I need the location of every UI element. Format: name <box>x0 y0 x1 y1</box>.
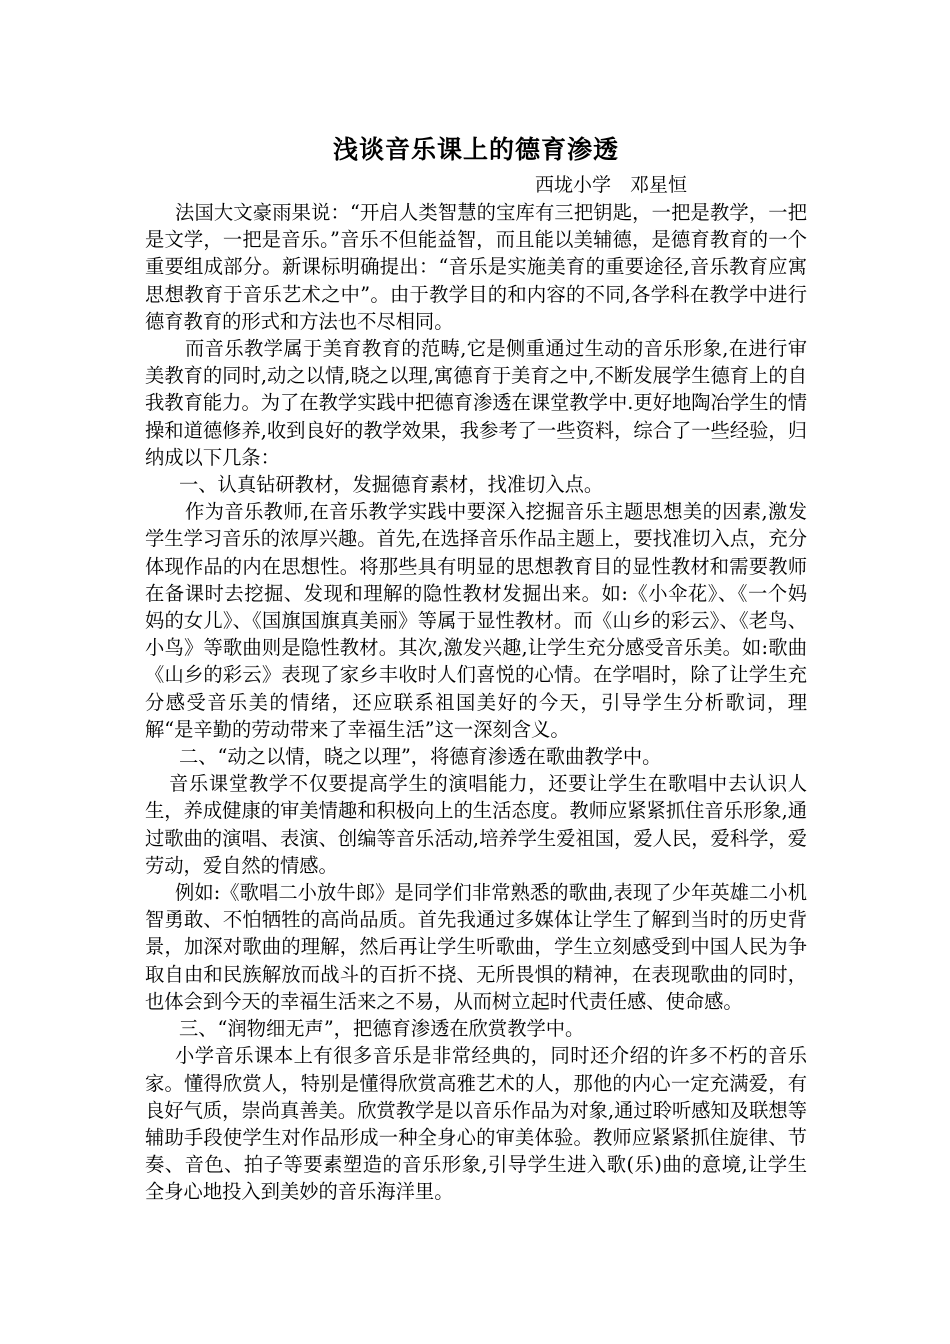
paragraph-scope: 而音乐教学属于美育教育的范畴,它是侧重通过生动的音乐形象,在进行审美教育的同时,动之以情,晓之以理,寓德育于美育之中,不断发展学生德育上的自我教育能力。为了在教学实践中把德育渗透在课堂教学中.更好地陶冶学生的情操和道德修养,收到良好的教学效果，我参考了一些资料，综合了一些经验，归纳成以下几条： <box>145 337 807 469</box>
paragraph-section-2b: 例如:《歌唱二小放牛郎》是同学们非常熟悉的歌曲,表现了少年英雄二小机智勇敢、不怕牺牲的高尚品质。首先我通过多媒体让学生了解到当时的历史背景，加深对歌曲的理解，然后再让学生听歌曲，学生立刻感受到中国人民为争取自由和民族解放而战斗的百折不挠、无所畏惧的精神，在表现歌曲的同时，也体会到今天的幸福生活来之不易，从而树立起时代责任感、使命感。 <box>145 881 807 1013</box>
document-page <box>145 130 807 1206</box>
paragraph-section-2a: 音乐课堂教学不仅要提高学生的演唱能力，还要让学生在歌唱中去认识人生，养成健康的审美情趣和积极向上的生活态度。教师应紧紧抓住音乐形象,通过歌曲的演唱、表演、创编等音乐活动,培养学生爱祖国，爱人民，爱科学，爱劳动，爱自然的情感。 <box>145 772 807 877</box>
paragraph-intro: 法国大文豪雨果说：“开启人类智慧的宝库有三把钥匙，一把是教学，一把是文学，一把是音乐。”音乐不但能益智，而且能以美辅德，是德育教育的一个重要组成部分。新课标明确提出：“音乐是实施美育的重要途径,音乐教育应寓思想教育于音乐艺术之中”。由于教学目的和内容的不同,各学科在教学中进行德育教育的形式和方法也不尽相同。 <box>145 201 807 333</box>
section-heading-1: 一、认真钻研教材，发掘德育素材，找准切入点。 <box>179 473 604 497</box>
paragraph-section-1: 作为音乐教师,在音乐教学实践中要深入挖掘音乐主题思想美的因素,激发学生学习音乐的浓厚兴趣。首先,在选择音乐作品主题上，要找准切入点，充分体现作品的内在思想性。将那些具有明显的思想教育目的显性教材和需要教师在备课时去挖掘、发现和理解的隐性教材发掘出来。如:《小伞花》、《一个妈妈的女儿》、《国旗国旗真美丽》等属于显性教材。而《山乡的彩云》、《老鸟、小鸟》等歌曲则是隐性教材。其次,激发兴趣,让学生充分感受音乐美。如:歌曲《山乡的彩云》表现了家乡丰收时人们喜悦的心情。在学唱时，除了让学生充分感受音乐美的情绪，还应联系祖国美好的今天，引导学生分析歌词，理解“是辛勤的劳动带来了幸福生活”这一深刻含义。 <box>145 500 807 741</box>
section-heading-2: 二、“动之以情，晓之以理”，将德育渗透在歌曲教学中。 <box>179 745 662 769</box>
section-heading-3: 三、“润物细无声”，把德育渗透在欣赏教学中。 <box>179 1017 585 1041</box>
document-title: 浅谈音乐课上的德育渗透 <box>332 135 619 164</box>
paragraph-section-3: 小学音乐课本上有很多音乐是非常经典的，同时还介绍的许多不朽的音乐家。懂得欣赏人，特别是懂得欣赏高雅艺术的人，那他的内心一定充满爱，有良好气质，崇尚真善美。欣赏教学是以音乐作品为对象,通过聆听感知及联想等辅助手段使学生对作品形成一种全身心的审美体验。教师应紧紧抓住旋律、节奏、音色、拍子等要素塑造的音乐形象,引导学生进入歌(乐)曲的意境,让学生全身心地投入到美妙的音乐海洋里。 <box>145 1044 807 1204</box>
document-author: 西垅小学 邓星恒 <box>534 174 687 196</box>
